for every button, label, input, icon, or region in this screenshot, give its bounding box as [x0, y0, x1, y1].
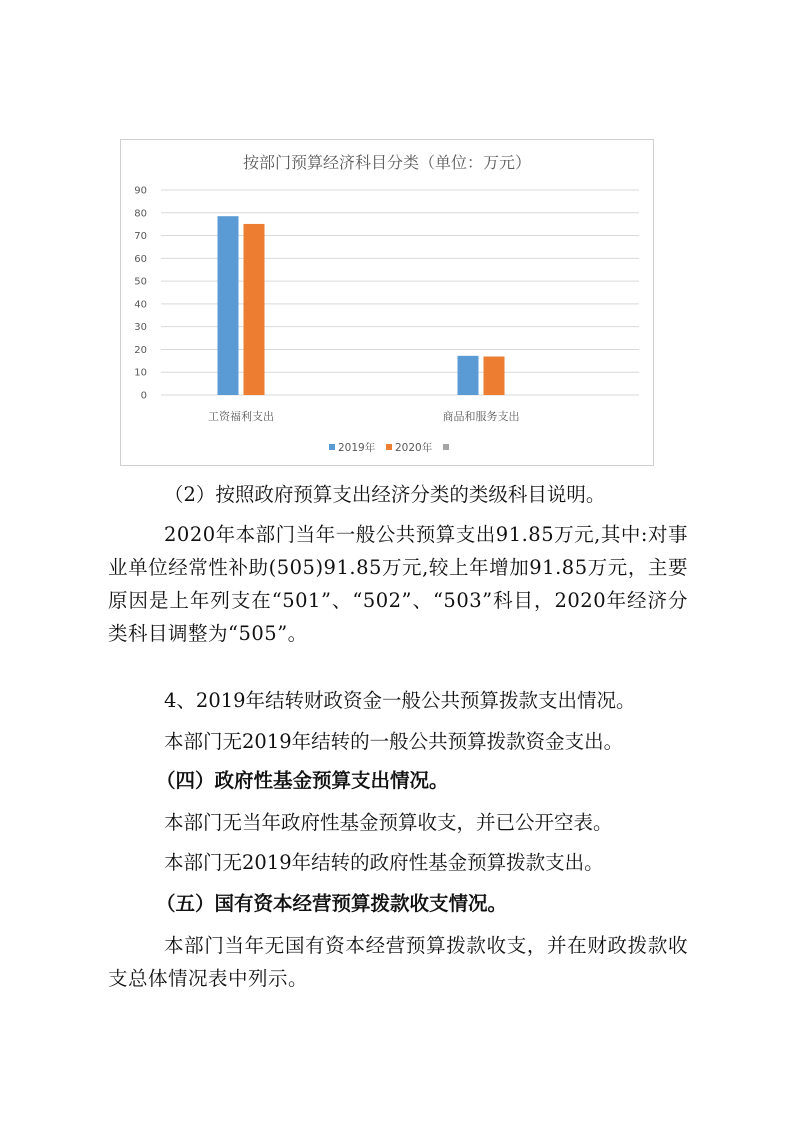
- y-tick-label: 10: [134, 367, 147, 379]
- y-tick-label: 40: [134, 299, 147, 311]
- x-category-label: 商品和服务支出: [442, 410, 520, 423]
- bar-chart: [120, 139, 654, 466]
- paragraph-item-4-heading: 4、2019年结转财政资金一般公共预算拨款支出情况。: [164, 689, 636, 712]
- bar: [484, 357, 505, 395]
- legend-label: 2019年: [338, 442, 376, 454]
- chart-title: 按部门预算经济科目分类（单位：万元）: [242, 153, 532, 172]
- y-tick-label: 0: [140, 390, 147, 402]
- paragraph-no-fund-carryover: 本部门无2019年结转的政府性基金预算拨款支出。: [164, 851, 604, 874]
- paragraph-2020-expenditure: 2020年本部门当年一般公共预算支出91.85万元,其中:对事业单位经常性补助(505)91.85万元,较上年增加91.85万元，主要原因是上年列支在“501”、“502”、“503”科目，2020年经济分类科目调整为“505”。: [108, 523, 688, 645]
- legend-label: 2020年: [395, 442, 433, 454]
- bar: [244, 224, 265, 395]
- bar: [218, 216, 239, 395]
- legend-swatch: [329, 444, 335, 450]
- paragraph-no-fund-budget: 本部门无当年政府性基金预算收支，并已公开空表。: [164, 811, 613, 834]
- chart-canvas: [121, 140, 653, 465]
- y-tick-label: 60: [134, 253, 147, 265]
- heading-section-4: （四）政府性基金预算支出情况。: [156, 769, 449, 792]
- y-tick-label: 90: [134, 185, 147, 197]
- bar: [458, 356, 479, 395]
- y-tick-label: 80: [134, 208, 147, 220]
- y-tick-label: 30: [134, 322, 147, 334]
- y-tick-label: 50: [134, 276, 147, 288]
- legend-swatch: [443, 444, 449, 450]
- paragraph-state-capital: 本部门当年无国有资本经营预算拨款收支，并在财政拨款收支总体情况表中列示。: [108, 934, 688, 990]
- paragraph-section-2-heading: （2）按照政府预算支出经济分类的类级科目说明。: [164, 483, 606, 506]
- x-category-label: 工资福利支出: [208, 410, 274, 423]
- y-tick-label: 70: [134, 231, 147, 243]
- paragraph-no-carryover: 本部门无2019年结转的一般公共预算拨款资金支出。: [164, 730, 624, 753]
- y-tick-label: 20: [134, 344, 147, 356]
- heading-section-5: （五）国有资本经营预算拨款收支情况。: [156, 892, 508, 915]
- legend-swatch: [386, 444, 392, 450]
